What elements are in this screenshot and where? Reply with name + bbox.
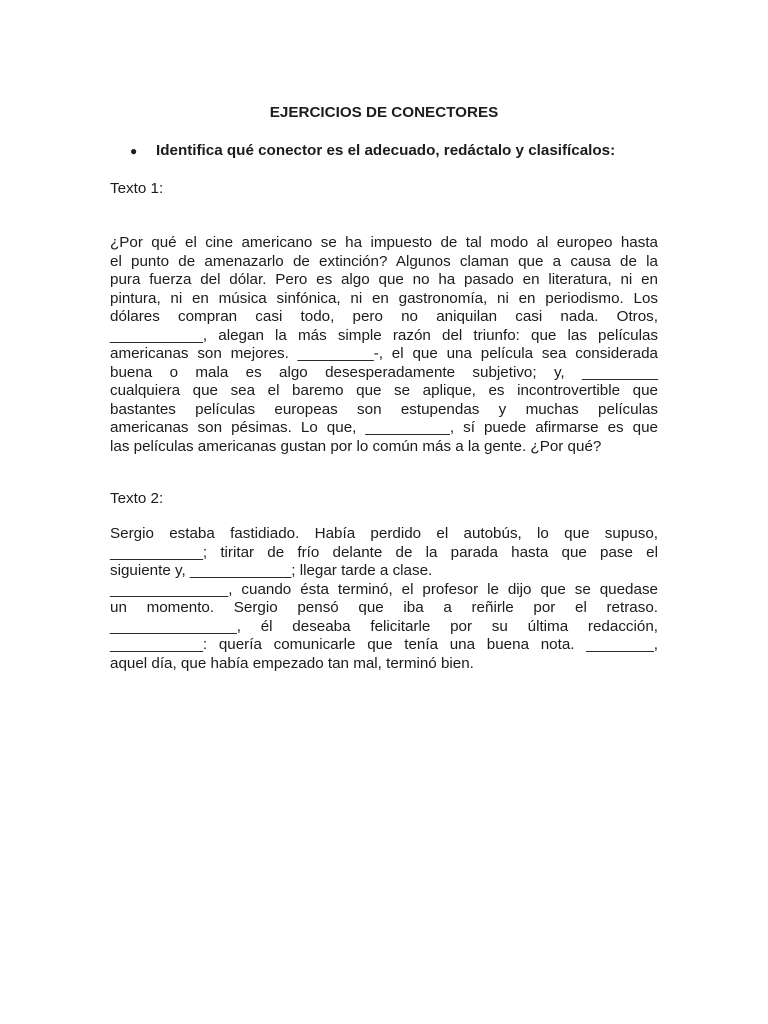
texto1-line: dólares compran casi todo, pero no aniquilan casi nada. Otros, <box>110 308 658 325</box>
texto2-line: ___________; tiritar de frío delante de la parada hasta que pase el <box>110 543 658 561</box>
texto1-line: americanas son pésimas. Lo que, __________, sí puede afirmarse es que <box>110 419 658 436</box>
document-title: EJERCICIOS DE CONECTORES <box>269 104 499 121</box>
instruction-item <box>130 142 690 160</box>
texto2-heading: Texto 2: <box>110 490 164 507</box>
texto2-line: un momento. Sergio pensó que iba a reñirle por el retraso. <box>110 599 658 616</box>
texto2-line: Sergio estaba fastidiado. Había perdido el autobús, lo que supuso, <box>110 525 658 542</box>
texto1-line: buena o mala es algo desesperadamente subjetivo; y, _________ <box>110 363 658 381</box>
texto1-paragraph <box>110 234 658 456</box>
texto2-line: _______________, él deseaba felicitarle por su última redacción, <box>110 617 658 635</box>
instruction-text: Identifica qué conector es el adecuado, redáctalo y clasifícalos: <box>156 142 616 159</box>
texto2-line: ______________, cuando ésta terminó, el profesor le dijo que se quedase <box>110 580 658 598</box>
texto2-line: aquel día, que había empezado tan mal, terminó bien. <box>110 654 474 672</box>
texto1-heading: Texto 1: <box>110 180 164 197</box>
texto1-line: el punto de amenazarlo de extinción? Algunos claman que a causa de la <box>110 252 658 270</box>
texto2-paragraph <box>110 525 658 673</box>
texto2-line: siguiente y, ____________; llegar tarde a clase. <box>110 562 433 579</box>
bullet-icon: ● <box>130 144 138 158</box>
texto2-line: ___________: quería comunicarle que tenía una buena nota. ________, <box>110 636 658 653</box>
texto1-line: ¿Por qué el cine americano se ha impuesto de tal modo al europeo hasta <box>110 234 658 251</box>
texto1-line: americanas son mejores. _________-, el que una película sea considerada <box>110 345 658 362</box>
texto1-line: ___________, alegan la más simple razón del triunfo: que las películas <box>110 326 658 344</box>
texto1-line: las películas americanas gustan por lo común más a la gente. ¿Por qué? <box>110 437 602 455</box>
texto1-line: cualquiera que sea el baremo que se aplique, es incontrovertible que <box>110 382 658 399</box>
texto1-line: pintura, ni en música sinfónica, ni en gastronomía, ni en periodismo. Los <box>110 289 658 307</box>
texto1-line: pura fuerza del dólar. Pero es algo que no ha pasado en literatura, ni en <box>110 271 658 288</box>
texto1-line: bastantes películas europeas son estupendas y muchas películas <box>110 400 658 418</box>
